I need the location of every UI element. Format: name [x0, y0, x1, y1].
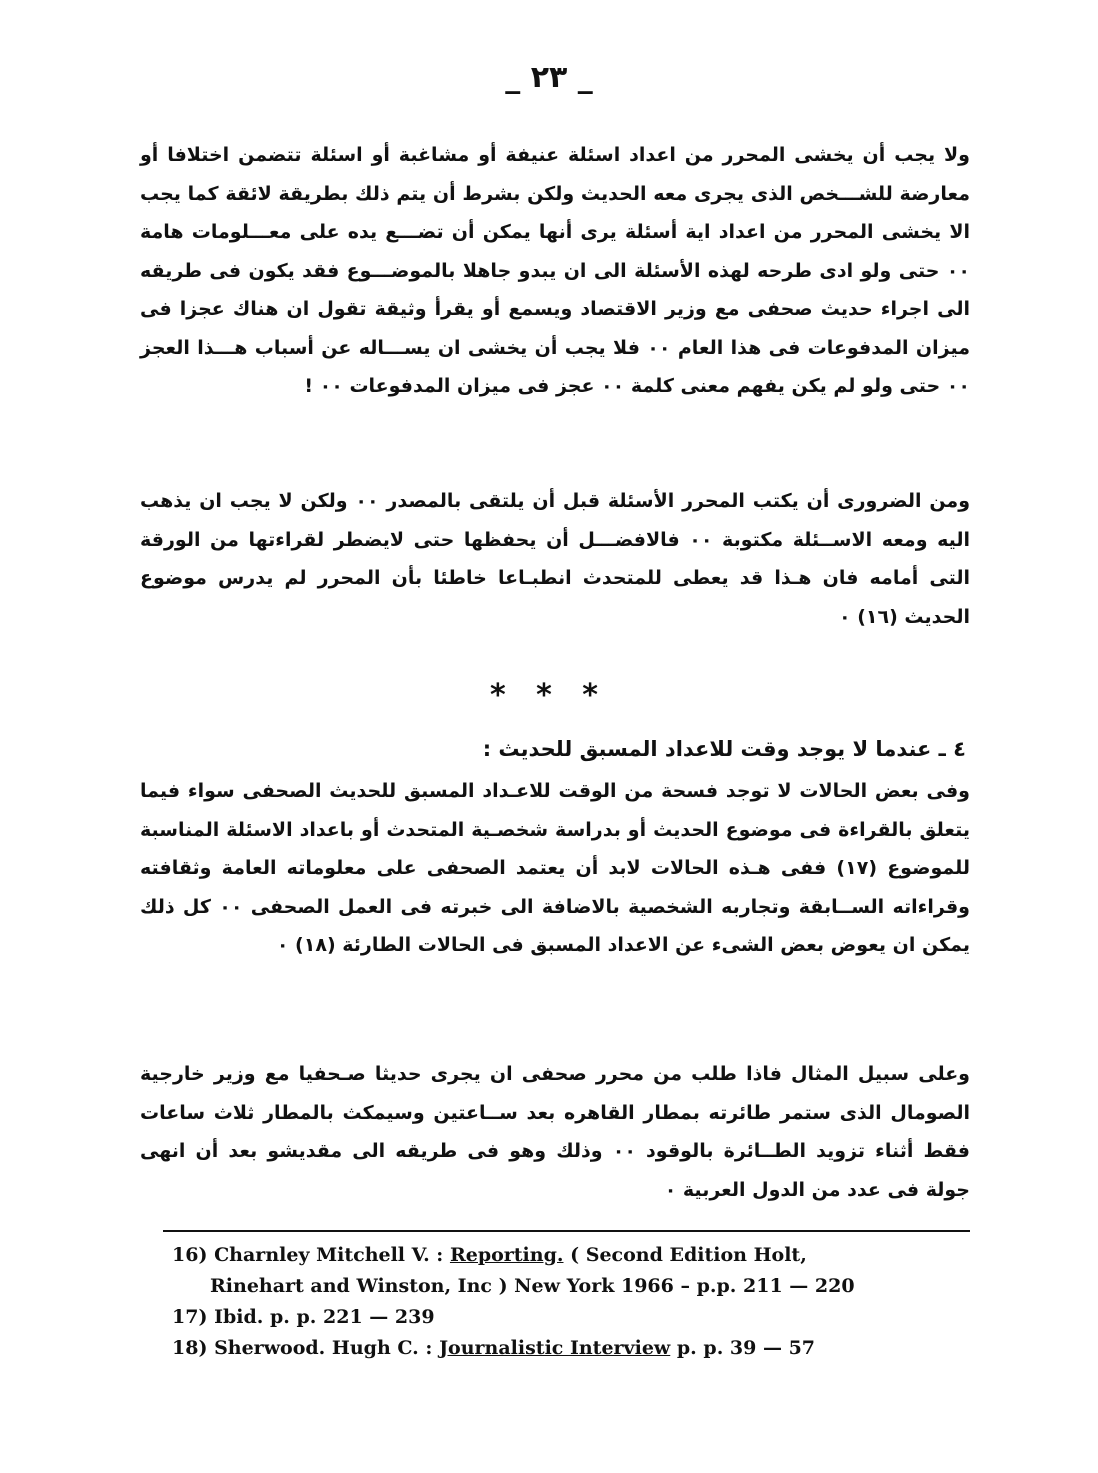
section-heading: ٤ ـ عندما لا يوجد وقت للاعداد المسبق للحديث : [482, 737, 966, 761]
paragraph-no-time: وفى بعض الحالات لا توجد فسحة من الوقت للاعـداد المسبق للحديث الصحفى سواء فيما يتعلق بالقراءة فى موضوع الحديث أو بدراسة شخصـية المتحدث أو باعداد الاسئلة المناسبة للموضوع (١٧) ففى هـذه الحالات لابد أن يعتمد الصحفى على معلوماته العامة وثقافته وقراءاته الســابقة وتجاربه الشخصية بالاضافة الى خبرته فى العمل الصحفى ٠٠ كل ذلك يمكن ان يعوض بعض الشىء عن الاعداد المسبق فى الحالات الطارئة (١٨) ٠ [140, 780, 970, 956]
asterisk-separator: * * * [490, 678, 608, 713]
footnote-text: Ibid. p. p. 221 — 239 [214, 1306, 435, 1328]
footnote-pages: p. p. 39 — 57 [676, 1337, 816, 1359]
footnote-title: Reporting. [449, 1244, 564, 1266]
footnote-divider [163, 1230, 970, 1232]
footnote-continuation: Rinehart and Winston, Inc ) New York 1966 – p.p. 211 — 220 [210, 1275, 855, 1297]
paragraph-written-questions: ومن الضرورى أن يكتب المحرر الأسئلة قبل أن يلتقى بالمصدر ٠٠ ولكن لا يجب ان يذهب اليه ومعه الاســئلة مكتوبة ٠٠ فالافضـــل أن يحفظها حتى لايضطر لقراءتها من الورقة التى أمامه فان هـذا قد يعطى للمتحدث انطبـاعا خاطئا بأن المحرر لم يدرس موضوع الحديث (١٦) ٠ [140, 490, 971, 628]
footnote-18 [172, 1333, 992, 1364]
footnote-number: 18) [172, 1337, 208, 1359]
footnote-author: Charnley Mitchell V. : [214, 1244, 444, 1266]
footnotes [172, 1240, 992, 1364]
footnote-16 [172, 1240, 992, 1302]
footnote-title: Journalistic Interview [439, 1337, 671, 1359]
footnote-number: 17) [172, 1306, 208, 1328]
paragraph-example: وعلى سبيل المثال فاذا طلب من محرر صحفى ان يجرى حديثا صـحفيا مع وزير خارجية الصومال الذى ستمر طائرته بمطار القاهره بعد ســاعتين وسيمكث بالمطار ثلاث ساعات فقط أثناء تزويد الطــائرة بالوقود ٠٠ وذلك وهو فى طريقه الى مقديشو بعد أن انهى جولة فى عدد من الدول العربية ٠ [140, 1063, 970, 1201]
footnote-author: Sherwood. Hugh C. : [214, 1337, 433, 1359]
footnote-number: 16) [172, 1244, 208, 1266]
footnote-17 [172, 1302, 992, 1333]
paragraph-question-preparation: ولا يجب أن يخشى المحرر من اعداد اسئلة عنيفة أو مشاغبة أو اسئلة تتضمن اختلافا أو معارضة للشـــخص الذى يجرى معه الحديث ولكن بشرط أن يتم ذلك بطريقة لائقة كما يجب الا يخشى المحرر من اعداد اية أسئلة يرى أنها يمكن أن تضـــع يده على معـــلومات هامة ٠٠ حتى ولو ادى طرحه لهذه الأسئلة الى ان يبدو جاهلا بالموضـــوع فقد يكون فى طريقه الى اجراء حديث صحفى مع وزير الاقتصاد ويسمع أو يقرأ وثيقة تقول ان هناك عجزا فى ميزان المدفوعات فى هذا العام ٠٠ فلا يجب أن يخشى ان يســـاله عن أسباب هـــذا العجز ٠٠ حتى ولو لم يكن يفهم معنى كلمة ٠٠ عجز فى ميزان المدفوعات ٠٠ ! [140, 144, 970, 397]
footnote-publisher: ( Second Edition Holt, [570, 1244, 807, 1266]
page-number: _ ٢٣ _ [505, 60, 593, 95]
